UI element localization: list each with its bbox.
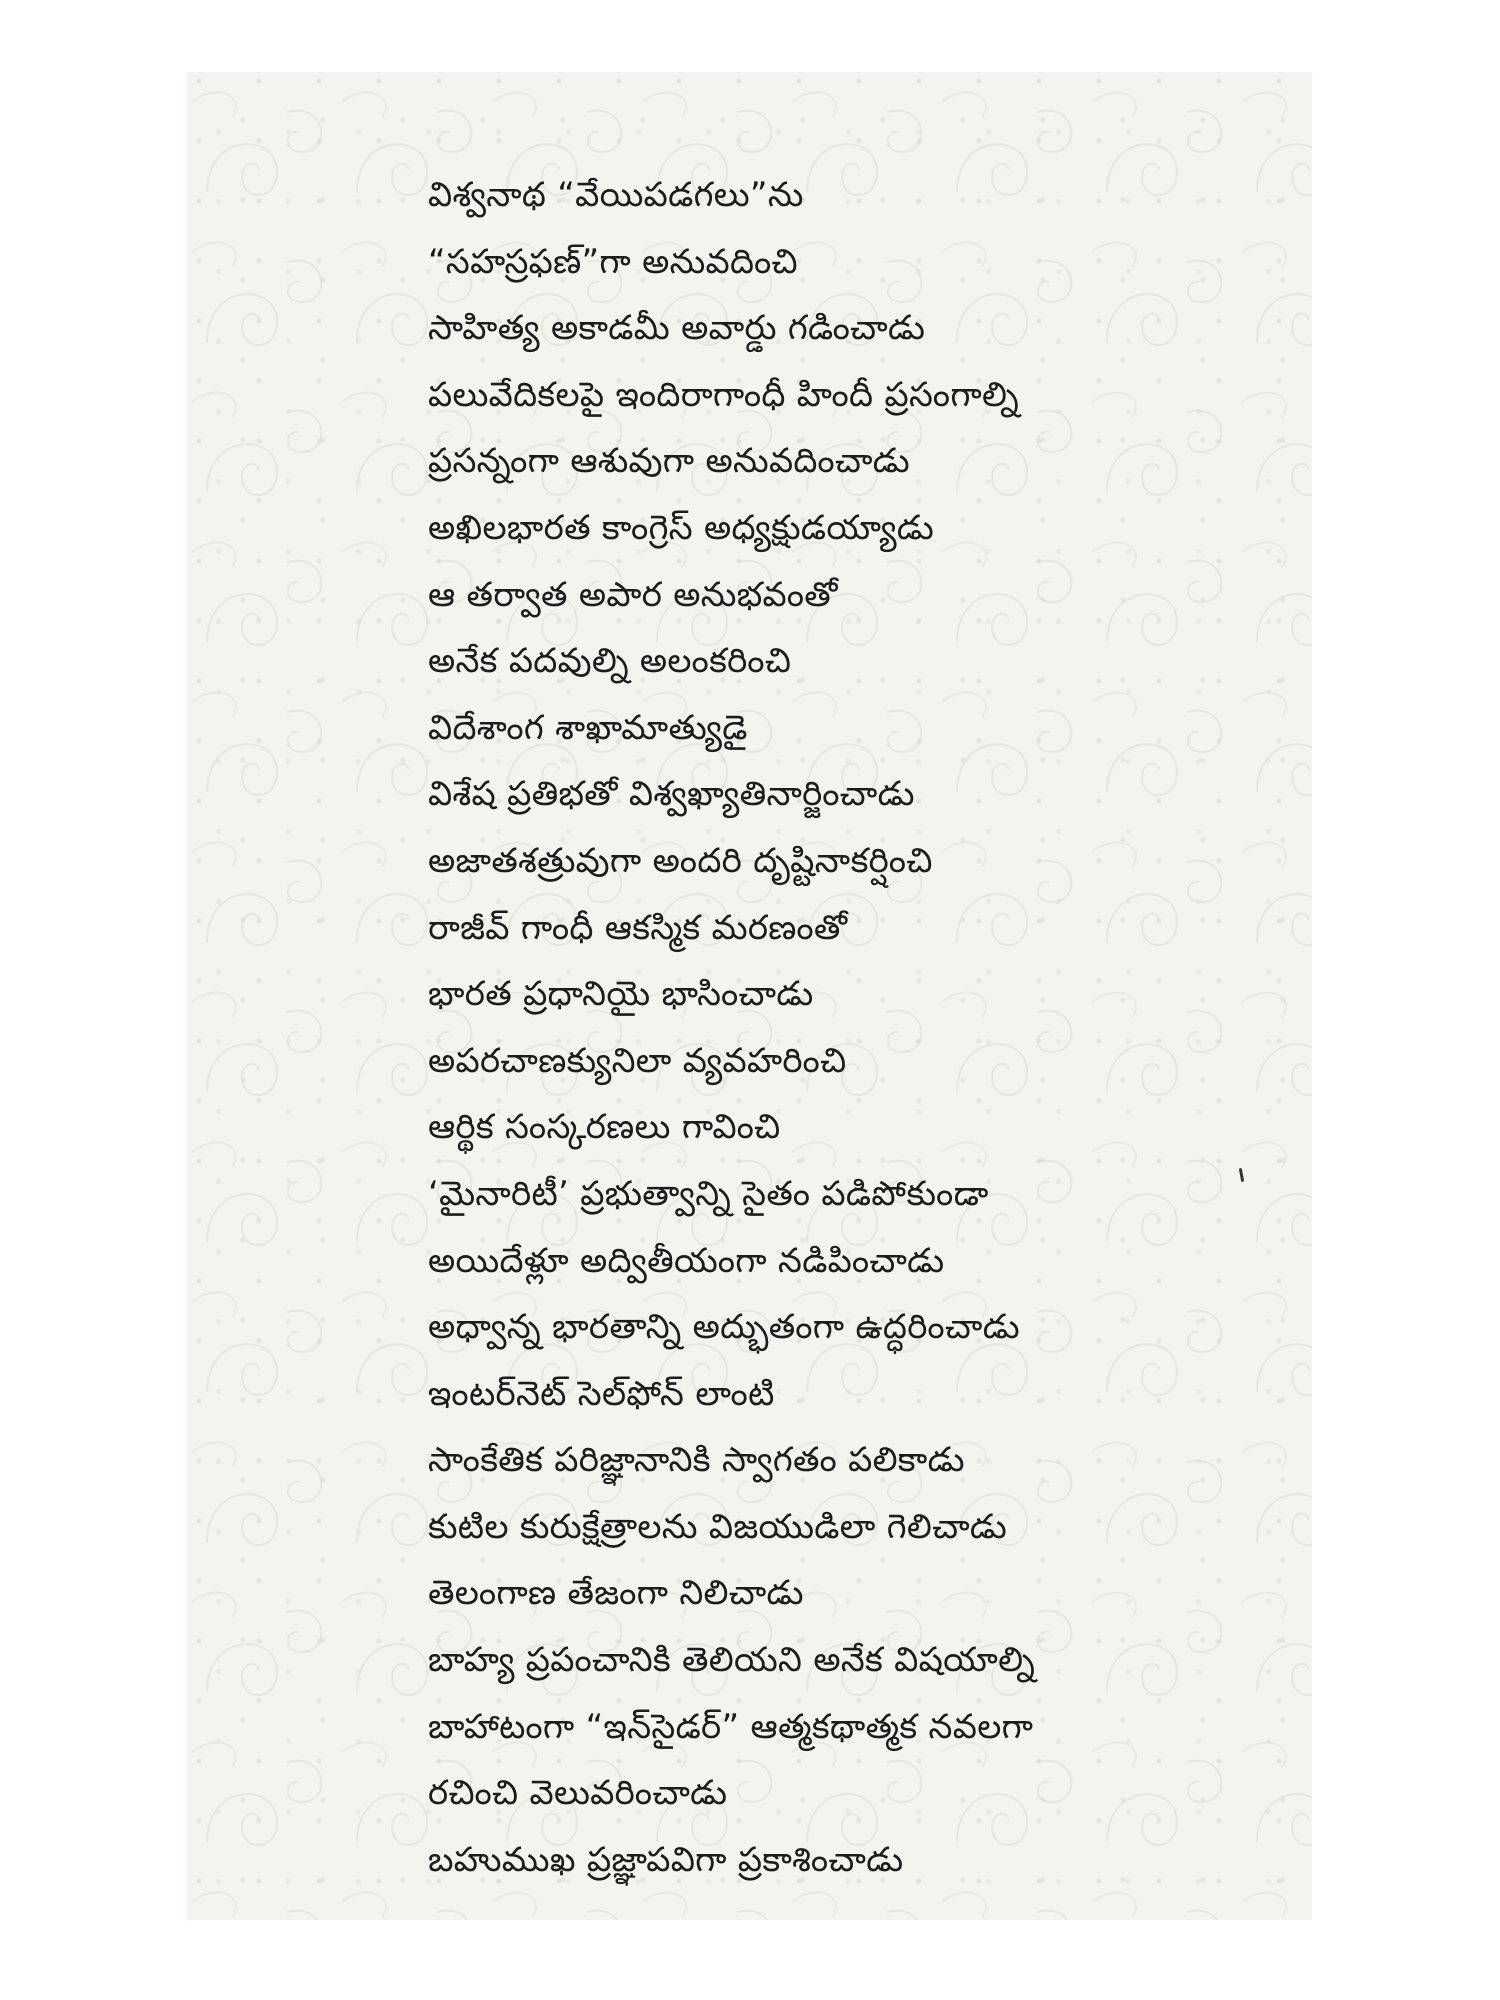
poem-line: ఆర్థిక సంస్కరణలు గావించి (428, 1107, 781, 1148)
poem-line: అఖిలభారత కాంగ్రెస్ అధ్యక్షుడయ్యాడు (428, 507, 935, 548)
poem-line: విశేష ప్రతిభతో విశ్వఖ్యాతినార్జించాడు (428, 774, 915, 815)
poem-line: అయిదేళ్లూ అద్వితీయంగా నడిపించాడు (428, 1240, 945, 1281)
poem-text (428, 162, 1278, 1893)
poem-line: విదేశాంగ శాఖామాత్యుడై (428, 707, 748, 748)
poem-line: అనేక పదవుల్ని అలంకరించి (428, 641, 792, 682)
poem-line: రచించి వెలువరించాడు (428, 1773, 728, 1814)
poem-line: బహుముఖ ప్రజ్ఞాపవిగా ప్రకాశించాడు (428, 1839, 904, 1880)
poem-line: సాహిత్య అకాడమీ అవార్డు గడించాడు (428, 308, 926, 349)
poem-line: అజాతశత్రువుగా అందరి దృష్టినాకర్షించి (428, 840, 933, 881)
poem-line: భారత ప్రధానియై భాసించాడు (428, 974, 814, 1015)
poem-line: తెలంగాణ తేజంగా నిలిచాడు (428, 1573, 804, 1614)
poem-line: “సహస్రఫణ్”గా అనువదించి (428, 241, 798, 282)
poem-line: ఇంటర్‌నెట్ సెల్‌ఫోన్ లాంటి (428, 1373, 775, 1414)
poem-line: కుటిల కురుక్షేత్రాలను విజయుడిలా గెలిచాడు (428, 1506, 1008, 1547)
poem-line: రాజీవ్ గాంధీ ఆకస్మిక మరణంతో (428, 907, 848, 948)
poem-line: సాంకేతిక పరిజ్ఞానానికి స్వాగతం పలికాడు (428, 1440, 965, 1481)
poem-line: బాహ్య ప్రపంచానికి తెలియని అనేక విషయాల్ని (428, 1640, 1036, 1681)
poem-line: ఆ తర్వాత అపార అనుభవంతో (428, 574, 838, 615)
poem-line: ‘మైనారిటీ’ ప్రభుత్వాన్ని సైతం పడిపోకుండా (428, 1173, 989, 1214)
poem-line: అపరచాణక్యునిలా వ్యవహరించి (428, 1040, 847, 1081)
poem-line: బాహాటంగా “ఇన్‌సైడర్” ఆత్మకథాత్మక నవలగా (428, 1706, 1034, 1747)
poem-line: విశ్వనాథ “వేయిపడగలు”ను (428, 175, 804, 215)
poem-line: అధ్వాన్న భారతాన్ని అద్భుతంగా ఉద్ధరించాడు (428, 1307, 1020, 1348)
poem-line: ప్రసన్నంగా ఆశువుగా అనువదించాడు (428, 441, 910, 482)
poem-line: పలువేదికలపై ఇందిరాగాంధీ హిందీ ప్రసంగాల్ని (428, 374, 1019, 415)
